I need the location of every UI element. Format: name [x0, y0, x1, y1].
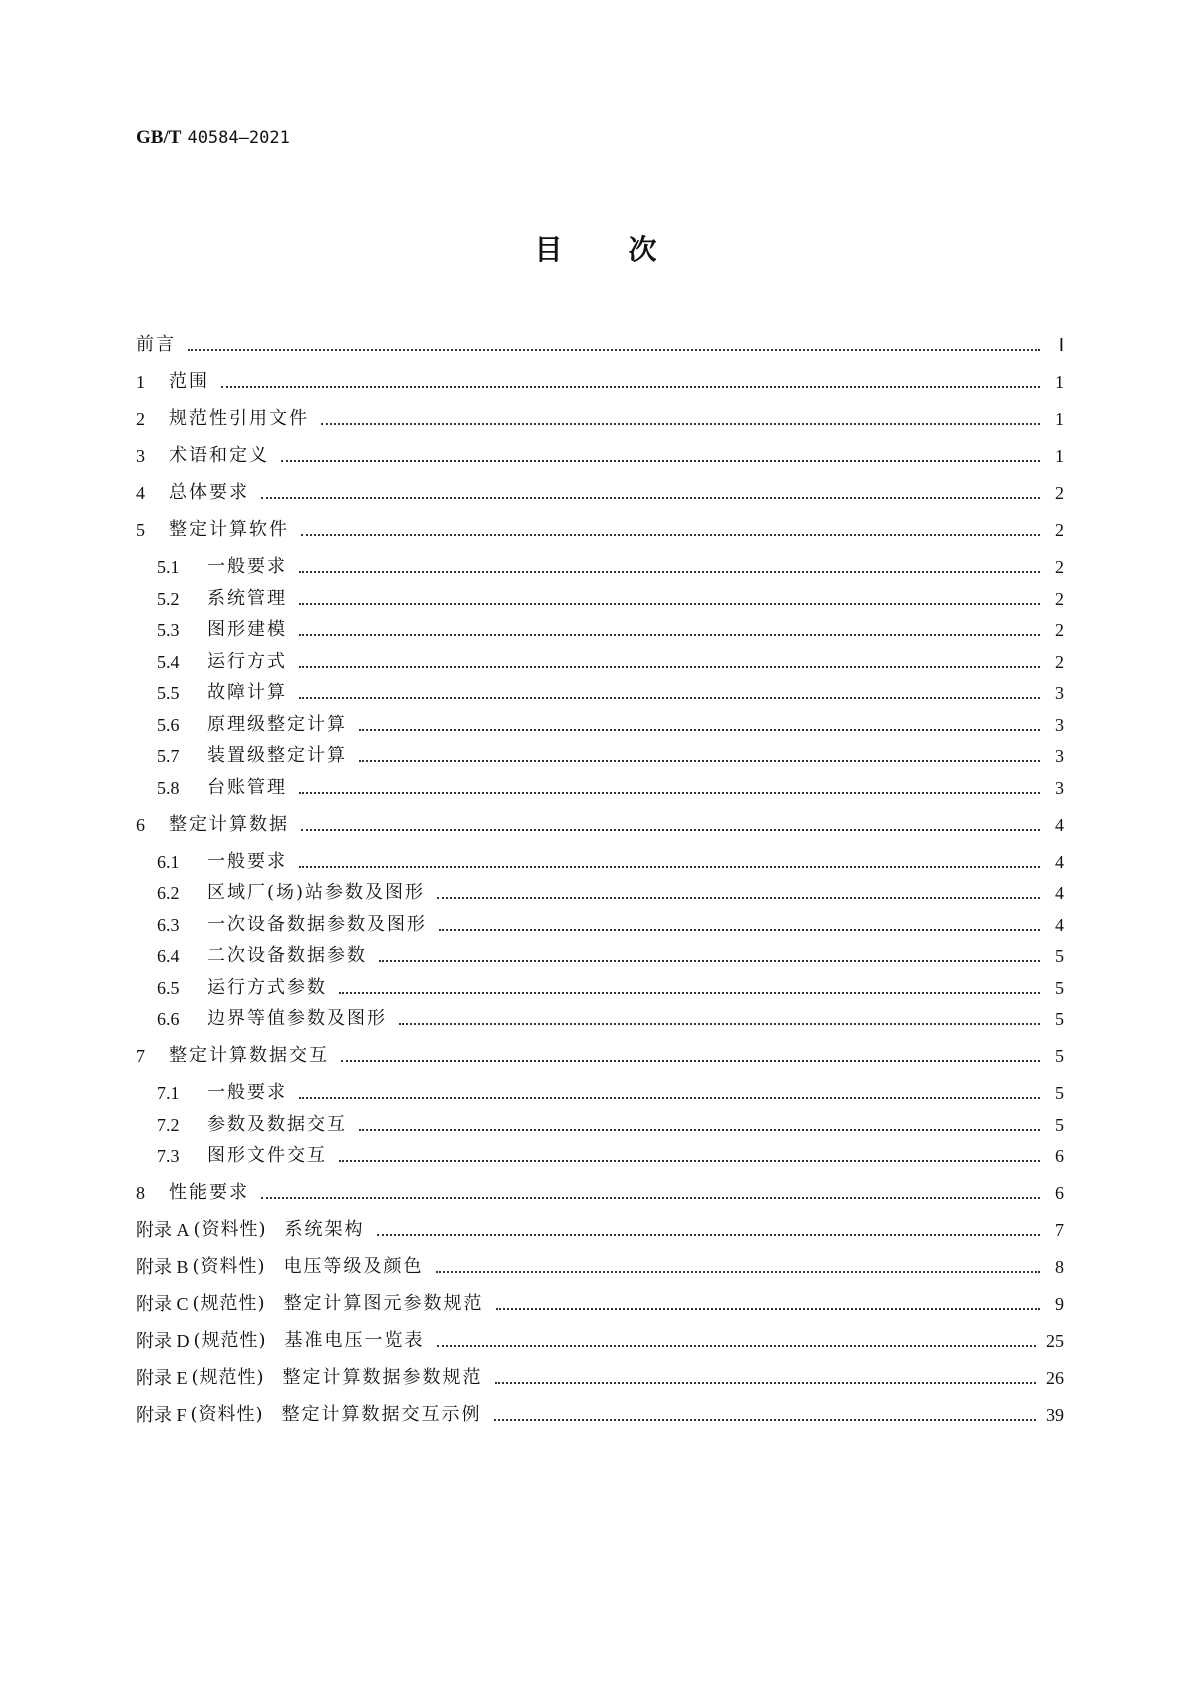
toc-entry[interactable] — [136, 1402, 1064, 1426]
toc-entry[interactable] — [136, 443, 1064, 467]
toc-page-number: 8 — [1055, 1257, 1064, 1277]
toc-entry[interactable] — [136, 712, 1064, 736]
toc-number: 5.4 — [157, 651, 180, 672]
standard-number — [136, 126, 290, 149]
toc-appendix-type: (资料性) — [190, 1404, 264, 1425]
toc-leader-dots — [359, 1129, 1040, 1131]
toc-title: 图形建模 — [207, 619, 287, 640]
toc-title: 整定计算软件 — [169, 519, 289, 540]
toc-title: 总体要求 — [169, 482, 249, 503]
toc-entry[interactable] — [136, 1217, 1064, 1241]
toc-leader-dots — [359, 729, 1040, 731]
toc-page-number: 5 — [1055, 1114, 1064, 1135]
toc-page-number: 4 — [1055, 914, 1064, 935]
toc-title: 整定计算数据 — [169, 813, 289, 835]
toc-title: 区域厂(场)站参数及图形 — [207, 882, 426, 903]
toc-page-number: 1 — [1055, 446, 1064, 466]
page-title — [0, 228, 1191, 268]
toc-title: 原理级整定计算 — [207, 713, 347, 735]
toc-number: 7.1 — [157, 1083, 180, 1103]
toc-number: 6.5 — [157, 977, 180, 998]
toc-page-number: 3 — [1055, 683, 1064, 703]
toc-entry[interactable] — [136, 1112, 1064, 1136]
toc-title: 规范性引用文件 — [169, 408, 309, 429]
toc-entry[interactable] — [136, 812, 1064, 836]
toc-page-number: 5 — [1055, 977, 1064, 998]
toc-leader-dots — [339, 1160, 1040, 1162]
toc-leader-dots — [188, 349, 1040, 351]
toc-entry[interactable] — [136, 943, 1064, 967]
toc-number: 6.2 — [157, 883, 180, 903]
toc-leader-dots — [399, 1023, 1040, 1025]
toc-page-number: 5 — [1055, 946, 1064, 966]
toc-page-number: 25 — [1046, 1331, 1064, 1351]
toc-title: 性能要求 — [169, 1182, 249, 1203]
toc-leader-dots — [495, 1382, 1036, 1384]
toc-entry[interactable] — [136, 406, 1064, 430]
toc-entry[interactable] — [136, 1043, 1064, 1067]
toc-entry[interactable] — [136, 1143, 1064, 1167]
toc-leader-dots — [261, 1197, 1040, 1199]
toc-title: 整定计算数据参数规范 — [282, 1367, 483, 1388]
toc-entry[interactable] — [136, 480, 1064, 504]
toc-number: 5.7 — [157, 746, 180, 766]
toc-leader-dots — [379, 960, 1040, 962]
toc-leader-dots — [359, 760, 1040, 762]
toc-number: 6 — [136, 814, 145, 835]
toc-page-number: 6 — [1055, 1146, 1064, 1166]
toc-leader-dots — [299, 571, 1040, 573]
toc-number: 附录 C — [136, 1294, 189, 1314]
toc-number: 5.6 — [157, 714, 180, 735]
toc-title: 一次设备数据参数及图形 — [207, 913, 427, 935]
toc-page-number: 2 — [1055, 520, 1064, 540]
toc-number: 5.5 — [157, 683, 180, 703]
toc-title: 整定计算图元参数规范 — [283, 1293, 484, 1314]
toc-leader-dots — [301, 534, 1040, 536]
toc-page-number: 1 — [1055, 372, 1064, 392]
toc-entry[interactable] — [136, 880, 1064, 904]
toc-title: 图形文件交互 — [207, 1145, 327, 1166]
title-char: 次 — [628, 233, 657, 266]
toc-title: 装置级整定计算 — [207, 745, 347, 766]
toc-title: 前言 — [136, 334, 176, 355]
toc-entry[interactable] — [136, 517, 1064, 541]
toc-leader-dots — [221, 386, 1040, 388]
toc-leader-dots — [299, 634, 1040, 636]
toc-entry[interactable] — [136, 617, 1064, 641]
toc-page-number: 2 — [1055, 651, 1064, 672]
toc-title: 参数及数据交互 — [207, 1113, 347, 1135]
toc-leader-dots — [339, 992, 1040, 994]
toc-title: 二次设备数据参数 — [207, 945, 367, 966]
toc-entry[interactable] — [136, 649, 1064, 673]
toc-entry[interactable] — [136, 1328, 1064, 1352]
toc-page-number: 3 — [1055, 777, 1064, 798]
toc-entry[interactable] — [136, 975, 1064, 999]
toc-entry[interactable] — [136, 1080, 1064, 1104]
standard-code: 40584—2021 — [187, 128, 290, 148]
toc-title: 基准电压一览表 — [284, 1330, 425, 1351]
toc-entry[interactable] — [136, 586, 1064, 610]
toc-leader-dots — [299, 697, 1040, 699]
toc-title: 范围 — [169, 371, 209, 392]
toc-leader-dots — [437, 1345, 1036, 1347]
toc-number: 5.2 — [157, 588, 180, 609]
toc-page-number: 2 — [1055, 557, 1064, 577]
toc-entry[interactable] — [136, 912, 1064, 936]
toc-number: 8 — [136, 1183, 145, 1203]
toc-leader-dots — [301, 829, 1040, 831]
toc-entry[interactable] — [136, 1365, 1064, 1389]
toc-page-number: 39 — [1046, 1405, 1064, 1425]
toc-page-number: 5 — [1055, 1083, 1064, 1103]
toc-leader-dots — [377, 1234, 1040, 1236]
toc-number: 3 — [136, 446, 145, 466]
toc-number: 2 — [136, 409, 145, 429]
toc-title: 电压等级及颜色 — [283, 1256, 424, 1277]
toc-entry[interactable] — [136, 554, 1064, 578]
toc-leader-dots — [299, 866, 1040, 868]
toc-entry[interactable] — [136, 369, 1064, 393]
toc-number: 7.2 — [157, 1114, 180, 1135]
toc-entry[interactable] — [136, 849, 1064, 873]
toc-leader-dots — [341, 1060, 1040, 1062]
toc-appendix-type: (资料性) — [192, 1256, 266, 1277]
toc-title: 整定计算数据交互 — [169, 1045, 329, 1066]
toc-title: 整定计算数据交互示例 — [281, 1404, 482, 1425]
toc-leader-dots — [299, 603, 1040, 605]
toc-number: 附录 A — [136, 1220, 190, 1240]
toc-leader-dots — [439, 929, 1040, 931]
toc-entry[interactable] — [136, 1254, 1064, 1278]
toc-page-number: Ⅰ — [1058, 335, 1064, 355]
toc-number: 5.3 — [157, 620, 180, 640]
toc-number: 7 — [136, 1046, 145, 1066]
standard-prefix: GB/T — [136, 127, 182, 148]
toc-entry[interactable] — [136, 775, 1064, 799]
toc-title: 运行方式 — [207, 650, 287, 672]
toc-number: 5.1 — [157, 557, 180, 577]
toc-leader-dots — [299, 1097, 1040, 1099]
toc-number: 6.4 — [157, 946, 180, 966]
toc-title: 系统管理 — [207, 587, 287, 609]
toc-page-number: 2 — [1055, 620, 1064, 640]
toc-leader-dots — [437, 897, 1040, 899]
toc-title: 台账管理 — [207, 776, 287, 798]
toc-appendix-type: (规范性) — [193, 1330, 267, 1351]
toc-entry[interactable] — [136, 680, 1064, 704]
toc-leader-dots — [321, 423, 1040, 425]
toc-title: 系统架构 — [284, 1219, 365, 1240]
toc-entry[interactable] — [136, 1006, 1064, 1030]
toc-appendix-type: (资料性) — [193, 1219, 267, 1240]
toc-page-number: 3 — [1055, 746, 1064, 766]
toc-leader-dots — [299, 792, 1040, 794]
toc-leader-dots — [281, 460, 1040, 462]
toc-entry[interactable] — [136, 1180, 1064, 1204]
toc-page-number: 26 — [1046, 1368, 1064, 1388]
toc-number: 6.1 — [157, 851, 180, 872]
toc-number: 附录 F — [136, 1405, 187, 1425]
toc-title: 一般要求 — [207, 850, 287, 872]
toc-title: 故障计算 — [207, 682, 287, 703]
toc-title: 术语和定义 — [169, 445, 269, 466]
toc-number: 6.6 — [157, 1009, 180, 1029]
toc-number: 附录 E — [136, 1368, 188, 1388]
toc-page-number: 2 — [1055, 588, 1064, 609]
toc-leader-dots — [261, 497, 1040, 499]
toc-leader-dots — [436, 1271, 1040, 1273]
toc-number: 附录 B — [136, 1257, 189, 1277]
toc-title: 运行方式参数 — [207, 976, 327, 998]
toc-appendix-type: (规范性) — [191, 1367, 265, 1388]
toc-page-number: 7 — [1055, 1220, 1064, 1240]
toc-page-number: 6 — [1055, 1183, 1064, 1203]
toc-leader-dots — [494, 1419, 1036, 1421]
toc-entry[interactable] — [136, 1291, 1064, 1315]
toc-number: 1 — [136, 372, 145, 392]
toc-page-number: 4 — [1055, 883, 1064, 903]
toc-entry[interactable] — [136, 743, 1064, 767]
toc-page-number: 4 — [1055, 851, 1064, 872]
toc-title: 边界等值参数及图形 — [207, 1008, 387, 1029]
toc-leader-dots — [299, 666, 1040, 668]
toc-number: 4 — [136, 483, 145, 503]
toc-number: 5 — [136, 520, 145, 540]
toc-page-number: 5 — [1055, 1009, 1064, 1029]
toc-page-number: 1 — [1055, 409, 1064, 429]
toc-page-number: 2 — [1055, 483, 1064, 503]
toc-leader-dots — [496, 1308, 1040, 1310]
toc-entry[interactable] — [136, 332, 1064, 356]
toc-title: 一般要求 — [207, 1082, 287, 1103]
toc-number: 6.3 — [157, 914, 180, 935]
toc-page-number: 3 — [1055, 714, 1064, 735]
toc-page-number: 5 — [1055, 1046, 1064, 1066]
toc-number: 5.8 — [157, 777, 180, 798]
toc-number: 7.3 — [157, 1146, 180, 1166]
title-char: 目 — [534, 233, 563, 266]
toc-appendix-type: (规范性) — [192, 1293, 266, 1314]
toc-page-number: 9 — [1055, 1294, 1064, 1314]
toc-number: 附录 D — [136, 1331, 190, 1351]
toc-title: 一般要求 — [207, 556, 287, 577]
toc-page-number: 4 — [1055, 814, 1064, 835]
